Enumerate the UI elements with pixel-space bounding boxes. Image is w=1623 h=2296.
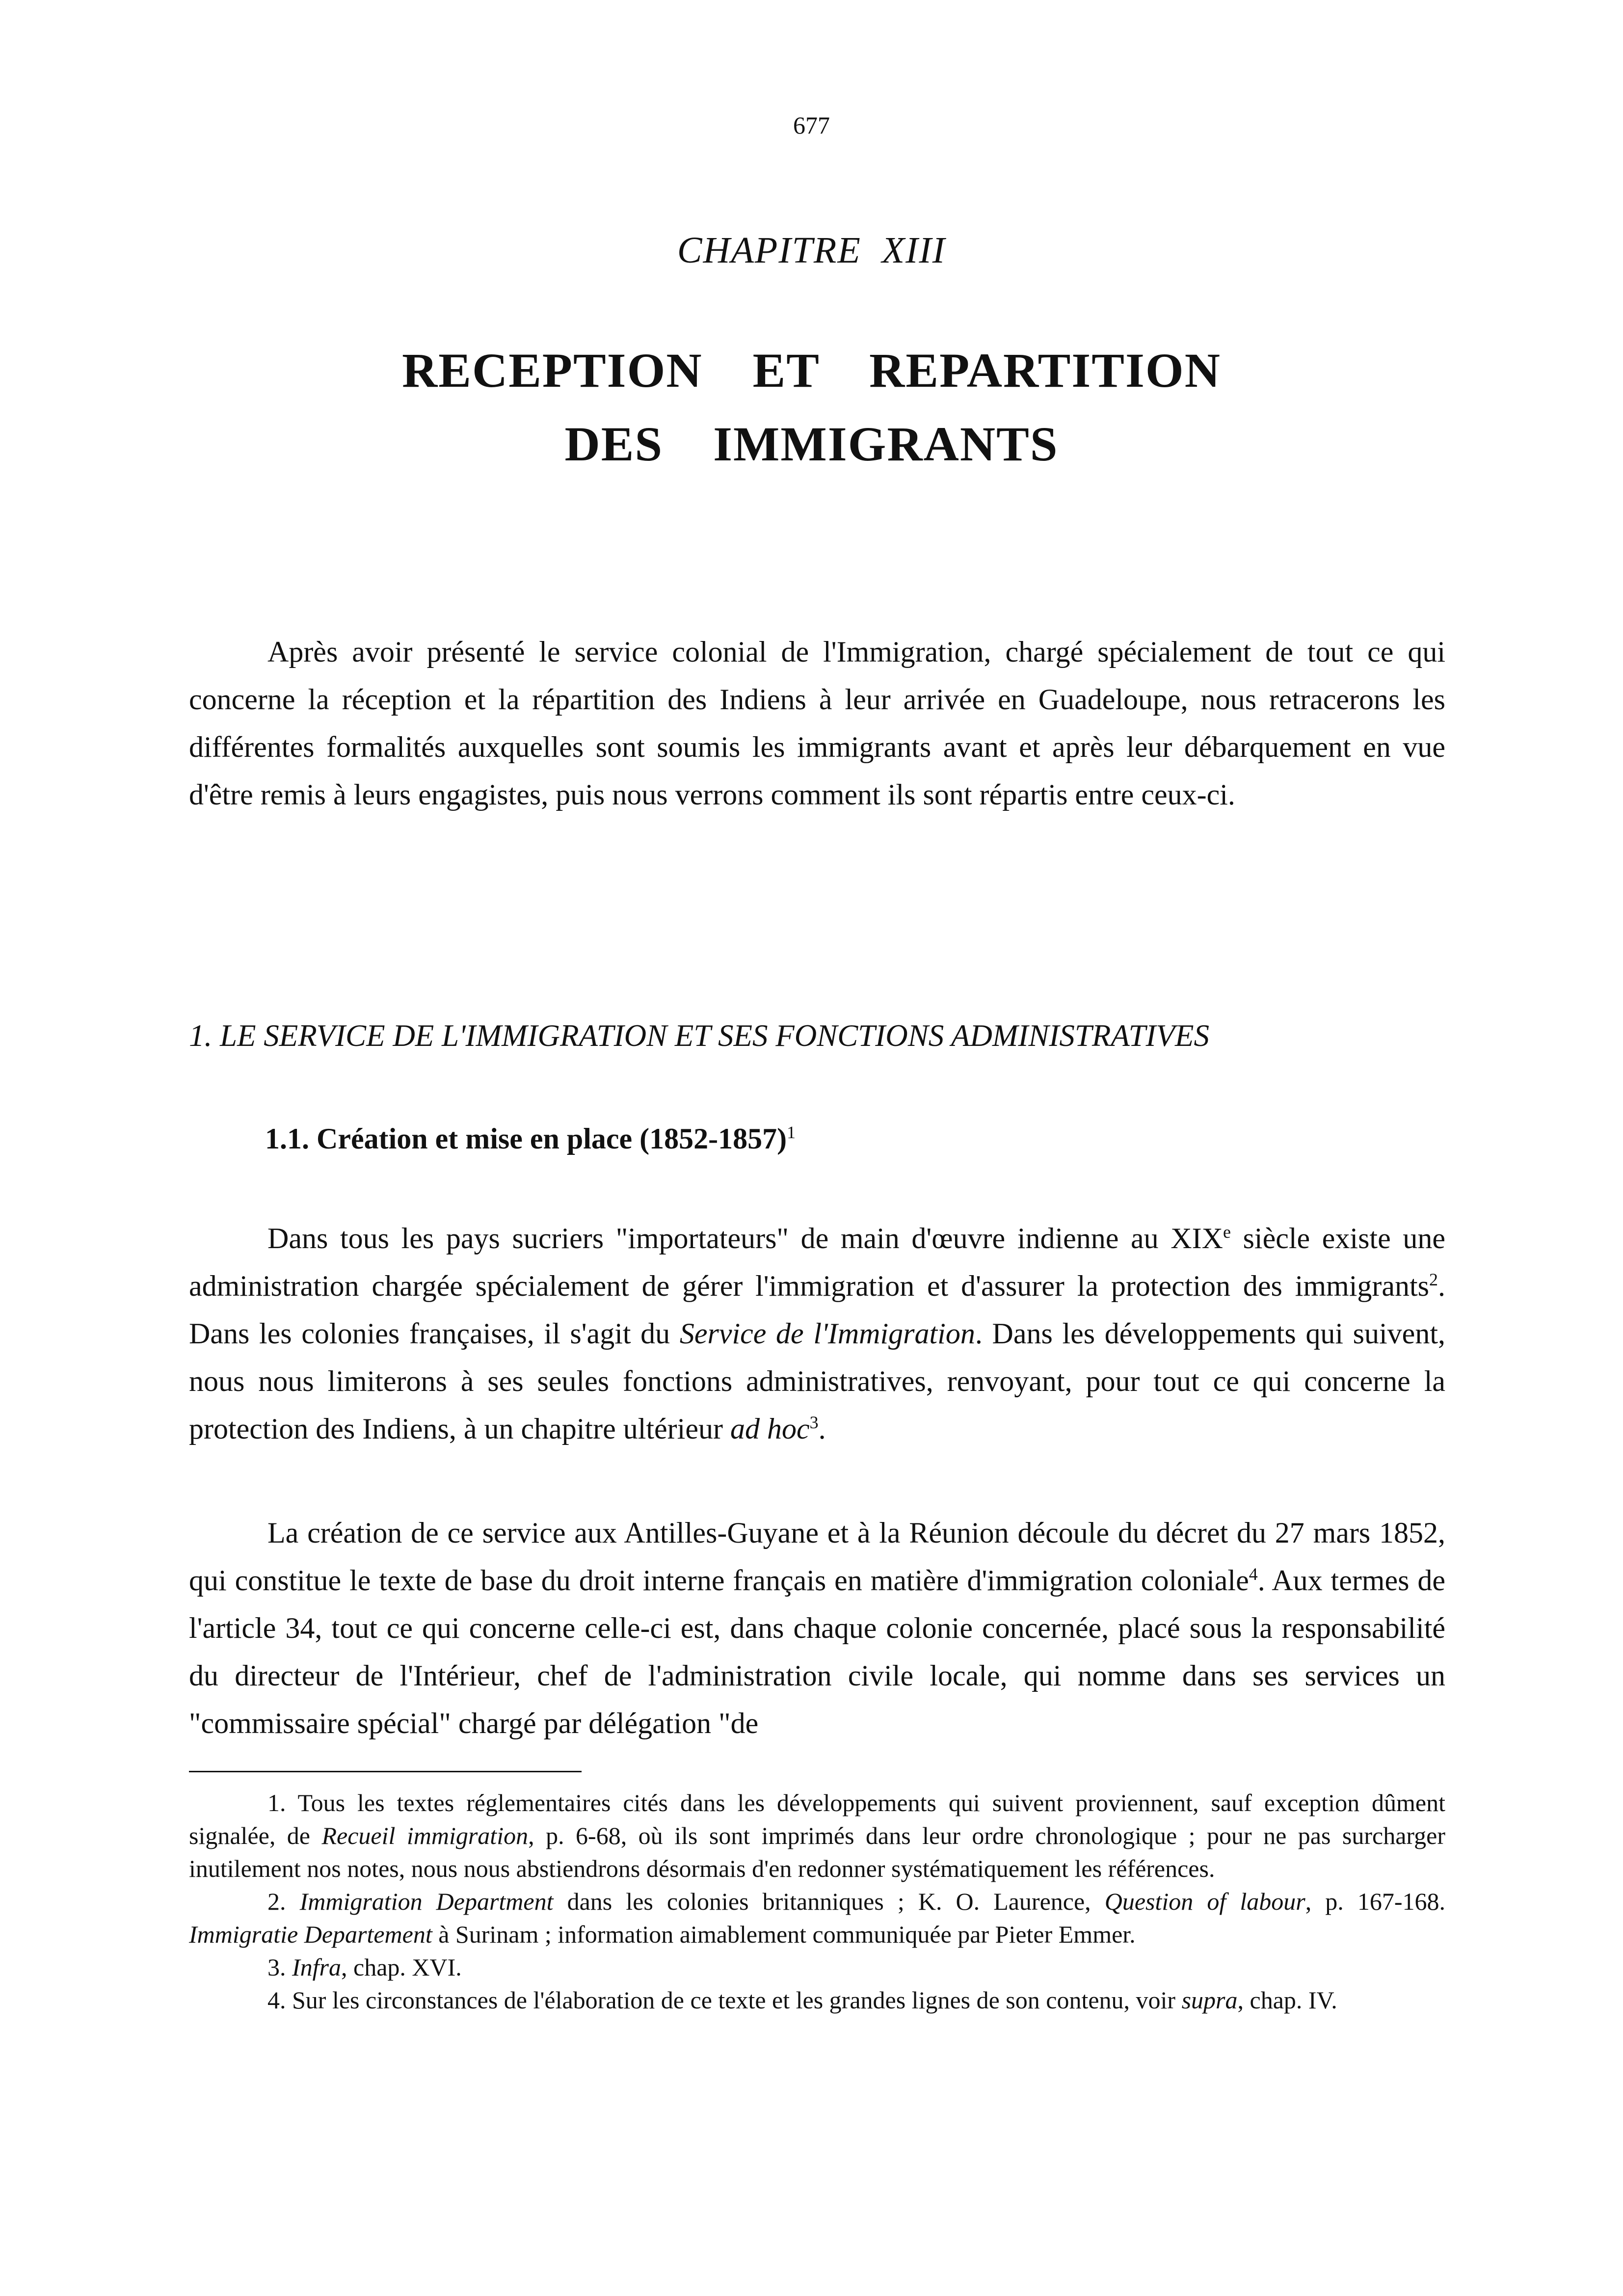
text-run: . Dans les colonies françaises, il s'agit du: [189, 1270, 1445, 1350]
italic-term: Question of labour: [1104, 1888, 1305, 1915]
text-run: 1. Tous les textes réglementaires cités dans les développements qui suivent proviennent, sauf exception dûment signalée, de: [189, 1789, 1445, 1849]
italic-term: Immigration Department: [299, 1888, 554, 1915]
italic-term: ad hoc: [730, 1413, 810, 1445]
century-superscript: e: [1223, 1222, 1231, 1242]
text-run: 4. Sur les circonstances de l'élaboration de ce texte et les grandes lignes de son contenu, voir: [267, 1986, 1182, 2014]
footnote-ref-1[interactable]: 1: [787, 1122, 796, 1142]
text-run: dans les colonies britanniques ; K. O. Laurence,: [553, 1888, 1105, 1915]
intro-paragraph: Après avoir présenté le service colonial de l'Immigration, chargé spécialement de tout ce qui concerne la réception et la répartition des Indiens à leur arrivée en Guadeloupe, nous retracerons les différentes formalités auxquelles sont soumis les immigrants avant et après leur débarquement en vue d'être remis à leurs engagistes, puis nous verrons comment ils sont répartis entre ceux-ci.: [189, 636, 1445, 811]
text-run: .: [818, 1413, 826, 1445]
intro-section: [189, 628, 1445, 819]
text-run: 2.: [267, 1888, 300, 1915]
text-run: , p. 6-68, où ils sont imprimés dans leur ordre chronologique ; pour ne pas surcharger inutilement nos notes, nous nous abstiendrons désormais d'en redonner systématiquement les références.: [189, 1822, 1445, 1882]
paragraph-service-block: [189, 1215, 1445, 1453]
footnote-ref-2[interactable]: 2: [1429, 1270, 1438, 1289]
italic-term: supra: [1181, 1986, 1238, 2014]
paragraph-decree-block: [189, 1509, 1445, 1747]
footnote-divider: [189, 1771, 582, 1772]
chapter-title: [0, 334, 1623, 481]
footnote-ref-4[interactable]: 4: [1249, 1564, 1258, 1584]
footnote-4: [189, 1984, 1445, 2017]
paragraph-decree: [189, 1509, 1445, 1747]
footnote-1: [189, 1787, 1445, 1885]
italic-term: Infra: [292, 1953, 341, 1981]
italic-term: Service de l'Immigration: [679, 1317, 975, 1350]
section-heading: 1. LE SERVICE DE L'IMMIGRATION ET SES FONCTIONS ADMINISTRATIVES: [189, 1018, 1209, 1053]
subsection-heading-text: 1.1. Création et mise en place (1852-1857): [265, 1122, 787, 1155]
text-run: à Surinam ; information aimablement communiquée par Pieter Emmer.: [432, 1921, 1136, 1948]
text-run: . Dans les développements qui suivent, nous nous limiterons à ses seules fonctions administratives, renvoyant, pour tout ce qui concerne la protection des Indiens, à un chapitre ultérieur: [189, 1317, 1445, 1445]
chapter-title-line-2: DES IMMIGRANTS: [564, 417, 1059, 471]
italic-term: Immigratie Departement: [189, 1921, 432, 1948]
subsection-heading: [265, 1119, 796, 1158]
chapter-title-line-1: RECEPTION ET REPARTITION: [402, 343, 1221, 398]
page-number: 677: [793, 111, 830, 139]
text-run: 3.: [267, 1953, 292, 1981]
text-run: siècle existe une administration chargée spécialement de gérer l'immigration et d'assurer la protection des immigrants: [189, 1222, 1445, 1302]
text-run: La création de ce service aux Antilles-Guyane et à la Réunion découle du décret du 27 mars 1852, qui constitue le texte de base du droit interne français en matière d'immigration coloniale: [189, 1517, 1445, 1597]
footnote-2: [189, 1885, 1445, 1951]
chapter-label: CHAPITRE XIII: [677, 230, 946, 271]
text-run: , chap. XVI.: [341, 1953, 462, 1981]
text-run: Dans tous les pays sucriers "importateurs" de main d'œuvre indienne au XIX: [267, 1222, 1223, 1255]
text-run: , p. 167-168.: [1305, 1888, 1445, 1915]
footnote-ref-3[interactable]: 3: [809, 1413, 819, 1432]
footnotes: [189, 1787, 1445, 2017]
footnote-3: [189, 1951, 1445, 1984]
italic-term: Recueil immigration: [321, 1822, 529, 1849]
paragraph-service: [189, 1215, 1445, 1453]
text-run: , chap. IV.: [1237, 1986, 1337, 2014]
text-run: . Aux termes de l'article 34, tout ce qui concerne celle-ci est, dans chaque colonie concernée, placé sous la responsabilité du directeur de l'Intérieur, chef de l'administration civile locale, qui nomme dans ses services un "commissaire spécial" chargé par délégation "de: [189, 1564, 1445, 1739]
